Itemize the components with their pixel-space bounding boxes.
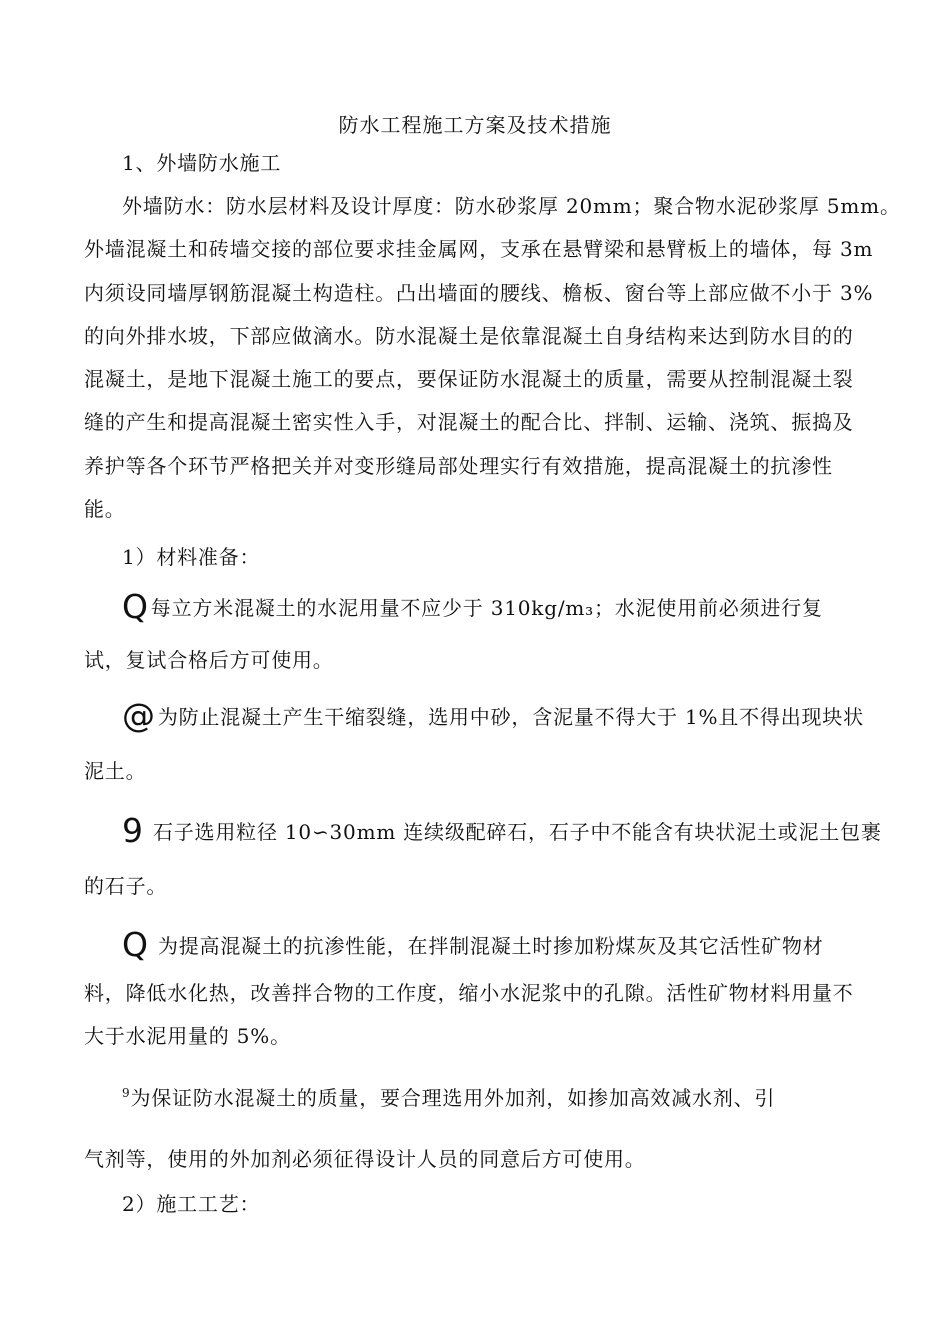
material-item-continuation: 试，复试合格后方可使用。 (84, 648, 334, 672)
material-item (122, 811, 882, 850)
item-text: 为保证防水混凝土的质量，要合理选用外加剂，如掺加高效减水剂、引 (130, 1086, 776, 1110)
paragraph-line: 养护等各个环节严格把关并对变形缝局部处理实行有效措施，提高混凝土的抗渗性 (84, 454, 833, 478)
item-marker: Q (122, 925, 149, 964)
material-item (122, 696, 864, 735)
paragraph-line: 的向外排水坡，下部应做滴水。防水混凝土是依靠混凝土自身结构来达到防水目的的 (84, 324, 854, 348)
item-marker: 9 (122, 1086, 131, 1100)
subsection-heading: 1）材料准备： (122, 545, 261, 569)
paragraph-line: 缝的产生和提高混凝土密实性入手，对混凝土的配合比、拌制、运输、浇筑、振捣及 (84, 410, 854, 434)
item-text: 为防止混凝土产生干缩裂缝，选用中砂，含泥量不得大于 1%且不得出现块状 (157, 705, 864, 729)
paragraph-line: 外墙混凝土和砖墙交接的部位要求挂金属网，支承在悬臂梁和悬臂板上的墙体，每 3m (84, 237, 874, 261)
paragraph-line: 混凝土，是地下混凝土施工的要点，要保证防水混凝土的质量，需要从控制混凝土裂 (84, 367, 854, 391)
paragraph-line: 内须设同墙厚钢筋混凝土构造柱。凸出墙面的腰线、檐板、窗台等上部应做不小于 3% (84, 281, 874, 305)
subsection-heading: 2）施工工艺： (122, 1192, 261, 1216)
material-item-continuation: 气剂等，使用的外加剂必须征得设计人员的同意后方可使用。 (84, 1147, 646, 1171)
item-marker: @ (122, 696, 156, 735)
material-item-continuation: 大于水泥用量的 5%。 (84, 1024, 291, 1048)
item-text: 每立方米混凝土的水泥用量不应少于 310kg/m₃；水泥使用前必须进行复 (150, 596, 823, 620)
material-item-continuation: 的石子。 (84, 874, 168, 898)
material-item (122, 587, 823, 626)
paragraph-line: 外墙防水：防水层材料及设计厚度：防水砂浆厚 20mm；聚合物水泥砂浆厚 5mm。 (122, 194, 901, 218)
material-item-continuation: 泥土。 (84, 759, 147, 783)
material-item (122, 1080, 775, 1111)
item-marker: Q (122, 587, 149, 626)
document-title: 防水工程施工方案及技术措施 (338, 113, 612, 137)
item-text: 为提高混凝土的抗渗性能，在拌制混凝土时掺加粉煤灰及其它活性矿物材 (150, 934, 824, 958)
section-heading: 1、外墙防水施工 (122, 151, 282, 175)
material-item-continuation: 料，降低水化热，改善拌合物的工作度，缩小水泥浆中的孔隙。活性矿物材料用量不 (84, 981, 854, 1005)
paragraph-line: 能。 (84, 497, 126, 521)
item-marker: 9 (122, 811, 144, 850)
material-item (122, 925, 824, 964)
item-text: 石子选用粒径 10∽30mm 连续级配碎石，石子中不能含有块状泥土或泥土包裹 (145, 820, 882, 844)
